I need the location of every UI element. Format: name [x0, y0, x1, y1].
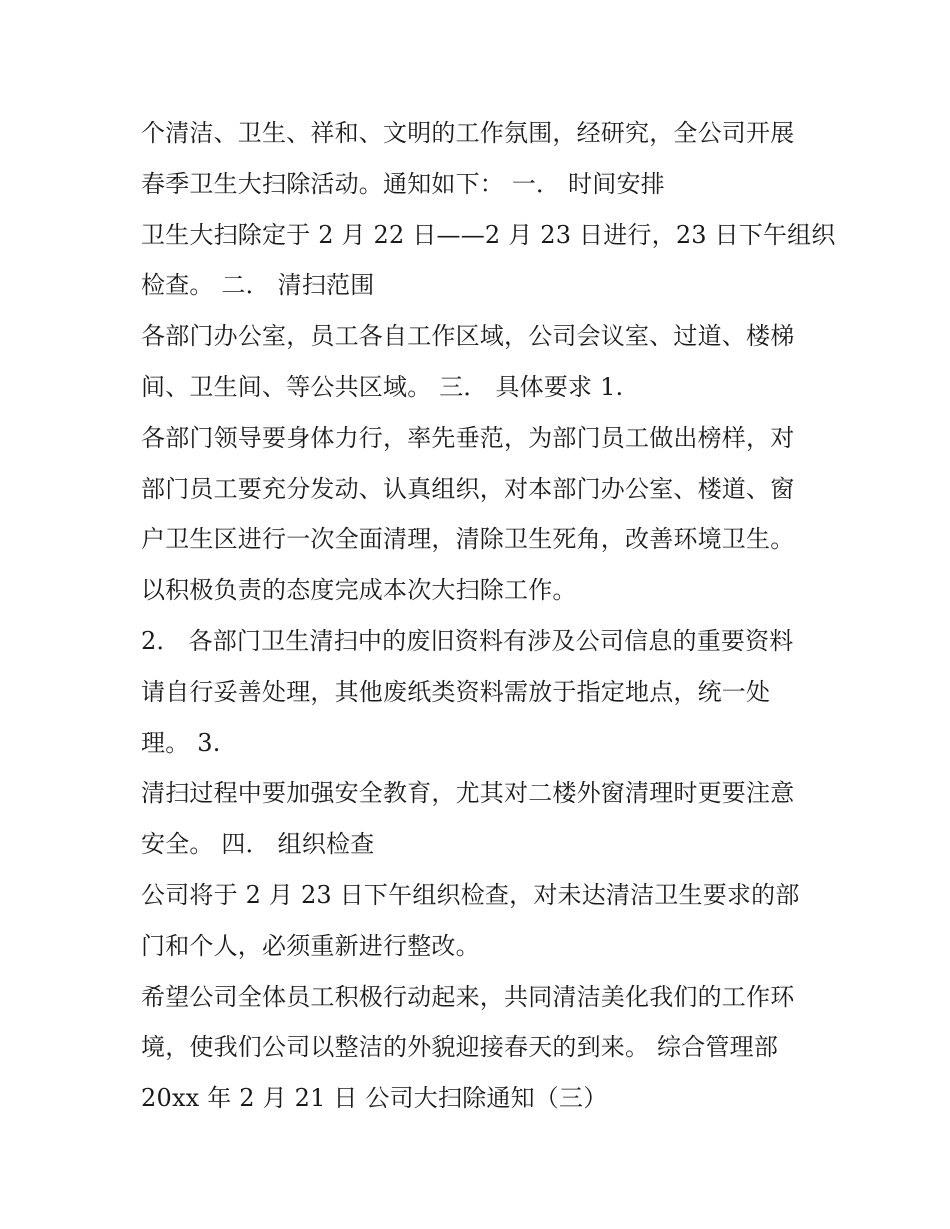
text-line: 春季卫生大扫除活动。通知如下： 一． 时间安排 [141, 169, 665, 198]
text-line: 门和个人，必须重新进行整改。 [141, 931, 480, 960]
text-line: 个清洁、卫生、祥和、文明的工作氛围，经研究，全公司开展 [141, 119, 795, 147]
text-line: 理。 3. [141, 728, 221, 757]
text-line: 检查。 二． 清扫范围 [141, 271, 375, 300]
text-line: 各部门办公室，员工各自工作区域，公司会议室、过道、楼梯 [141, 322, 795, 351]
text-line: 请自行妥善处理，其他废纸类资料需放于指定地点，统一处 [141, 677, 771, 706]
text-line: 希望公司全体员工积极行动起来，共同清洁美化我们的工作环 [141, 982, 795, 1011]
text-line: 20xx 年 2 月 21 日 公司大扫除通知（三） [141, 1084, 608, 1113]
text-line: 各部门领导要身体力行，率先垂范，为部门员工做出榜样，对 [141, 423, 795, 452]
text-line: 部门员工要充分发动、认真组织，对本部门办公室、楼道、窗 [141, 474, 795, 503]
text-line: 公司将于 2 月 23 日下午组织检查，对未达清洁卫生要求的部 [141, 880, 800, 909]
document-body [141, 108, 836, 1124]
text-line: 间、卫生间、等公共区域。 三． 具体要求 1. [141, 372, 624, 401]
text-line: 安全。 四． 组织检查 [141, 830, 375, 859]
text-line: 2． 各部门卫生清扫中的废旧资料有涉及公司信息的重要资料 [141, 626, 794, 655]
text-line: 卫生大扫除定于 2 月 22 日——2 月 23 日进行，23 日下午组织 [141, 220, 836, 249]
text-line: 境，使我们公司以整洁的外貌迎接春天的到来。 综合管理部 [141, 1033, 779, 1062]
text-line: 户卫生区进行一次全面清理，清除卫生死角，改善环境卫生。 [141, 525, 795, 554]
text-line: 以积极负责的态度完成本次大扫除工作。 [141, 576, 577, 605]
text-line: 清扫过程中要加强安全教育，尤其对二楼外窗清理时更要注意 [141, 779, 795, 808]
